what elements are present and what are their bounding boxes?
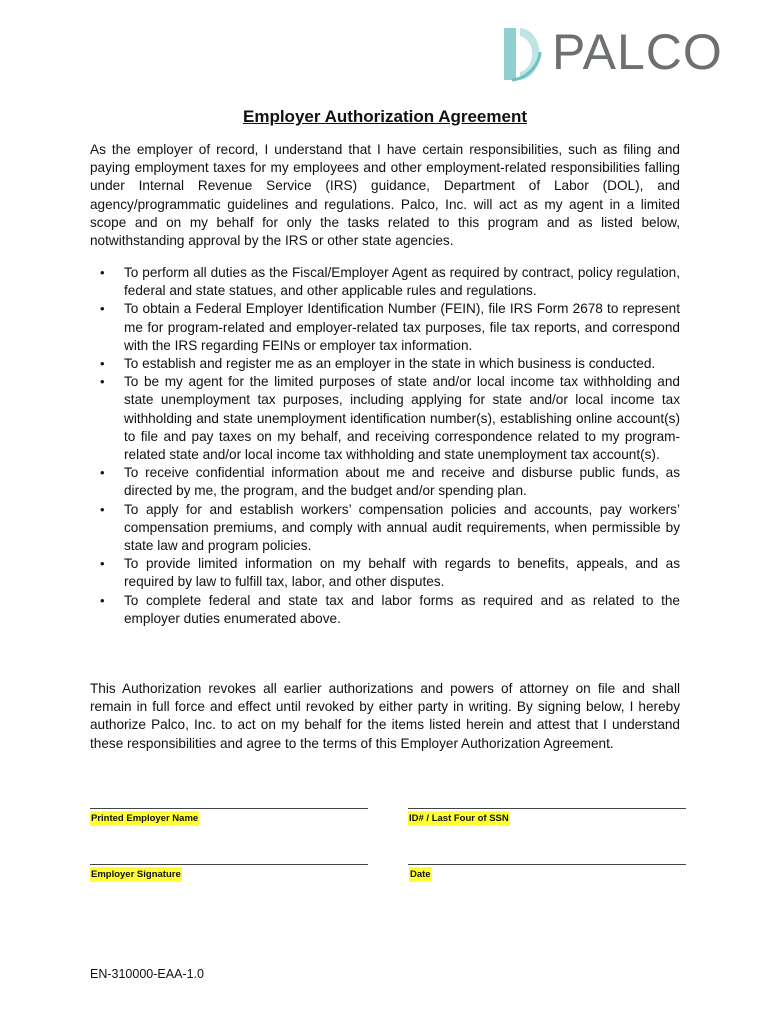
date-label: Date: [410, 869, 431, 880]
duties-list: [90, 264, 680, 628]
list-item: • To apply for and establish workers’ compensation policies and accounts, pay workers’ compensation premiums, and comply with annual audit requirements, when permissible by state law and program policies.: [100, 501, 680, 554]
bullet-icon: •: [100, 301, 105, 317]
list-item: • To perform all duties as the Fiscal/Employer Agent as required by contract, policy regulation, federal and state statues, and other applicable rules and regulations.: [100, 265, 680, 299]
list-item: • To obtain a Federal Employer Identification Number (FEIN), file IRS Form 2678 to represent me for program-related and employer-related tax purposes, file tax reports, and correspond with the IRS regarding FEINs or employer tax information.: [100, 301, 680, 353]
bullet-icon: •: [100, 265, 105, 280]
closing-paragraph: This Authorization revokes all earlier authorizations and powers of attorney on file and shall remain in full force and effect until revoked by either party in writing. By signing below, I hereby authorize Palco, Inc. to act on my behalf for the items listed herein and attest that I understand these responsibilities and agree to the terms of this Employer Authorization Agreement.: [90, 681, 680, 751]
bullet-icon: •: [100, 356, 105, 372]
palco-logo: [500, 22, 740, 84]
bullet-icon: •: [100, 374, 105, 390]
printed-name-line[interactable]: [90, 808, 368, 809]
bullet-icon: •: [100, 501, 105, 517]
palco-logo-mark-icon: [500, 22, 552, 84]
list-item: • To provide limited information on my behalf with regards to benefits, appeals, and as required by law to fulfill tax, labor, and other disputes.: [100, 556, 680, 590]
logo-wordmark: PALCO: [552, 24, 723, 80]
list-item: • To be my agent for the limited purposes of state and/or local income tax withholding and state unemployment tax purposes, including applying for state and/or local income tax withholding and state unemployment identification number(s), establishing online account(s) to file and pay taxes on my behalf, and receiving correspondence related to my program-related state and/or local income tax withholding and state unemployment tax account(s).: [100, 374, 680, 463]
list-item: • To complete federal and state tax and labor forms as required and as related to the employer duties enumerated above.: [100, 592, 680, 626]
bullet-icon: •: [100, 592, 105, 608]
page-title: Employer Authorization Agreement: [243, 107, 527, 126]
signature-label: Employer Signature: [91, 869, 181, 880]
list-item: • To establish and register me as an employer in the state in which business is conducted.: [90, 355, 680, 373]
list-item: • To receive confidential information about me and receive and disburse public funds, as directed by me, the program, and the budget and/or spending plan.: [100, 465, 680, 499]
intro-paragraph: As the employer of record, I understand that I have certain responsibilities, such as filing and paying employment taxes for my employees and other employment-related responsibilities falling under Internal Revenue Service (IRS) guidance, Department of Labor (DOL), and agency/programmatic guidelines and regulations. Palco, Inc. will act as my agent in a limited scope and on my behalf for only the tasks related to this program and as listed below, notwithstanding approval by the IRS or other state agencies.: [90, 142, 680, 249]
signature-line[interactable]: [90, 864, 368, 865]
date-line[interactable]: [408, 864, 686, 865]
bullet-icon: •: [100, 556, 105, 572]
form-id: EN-310000-EAA-1.0: [90, 967, 204, 981]
printed-name-label: Printed Employer Name: [91, 813, 199, 824]
bullet-icon: •: [100, 465, 105, 481]
id-ssn-line[interactable]: [408, 808, 686, 809]
id-ssn-label: ID# / Last Four of SSN: [409, 813, 509, 824]
